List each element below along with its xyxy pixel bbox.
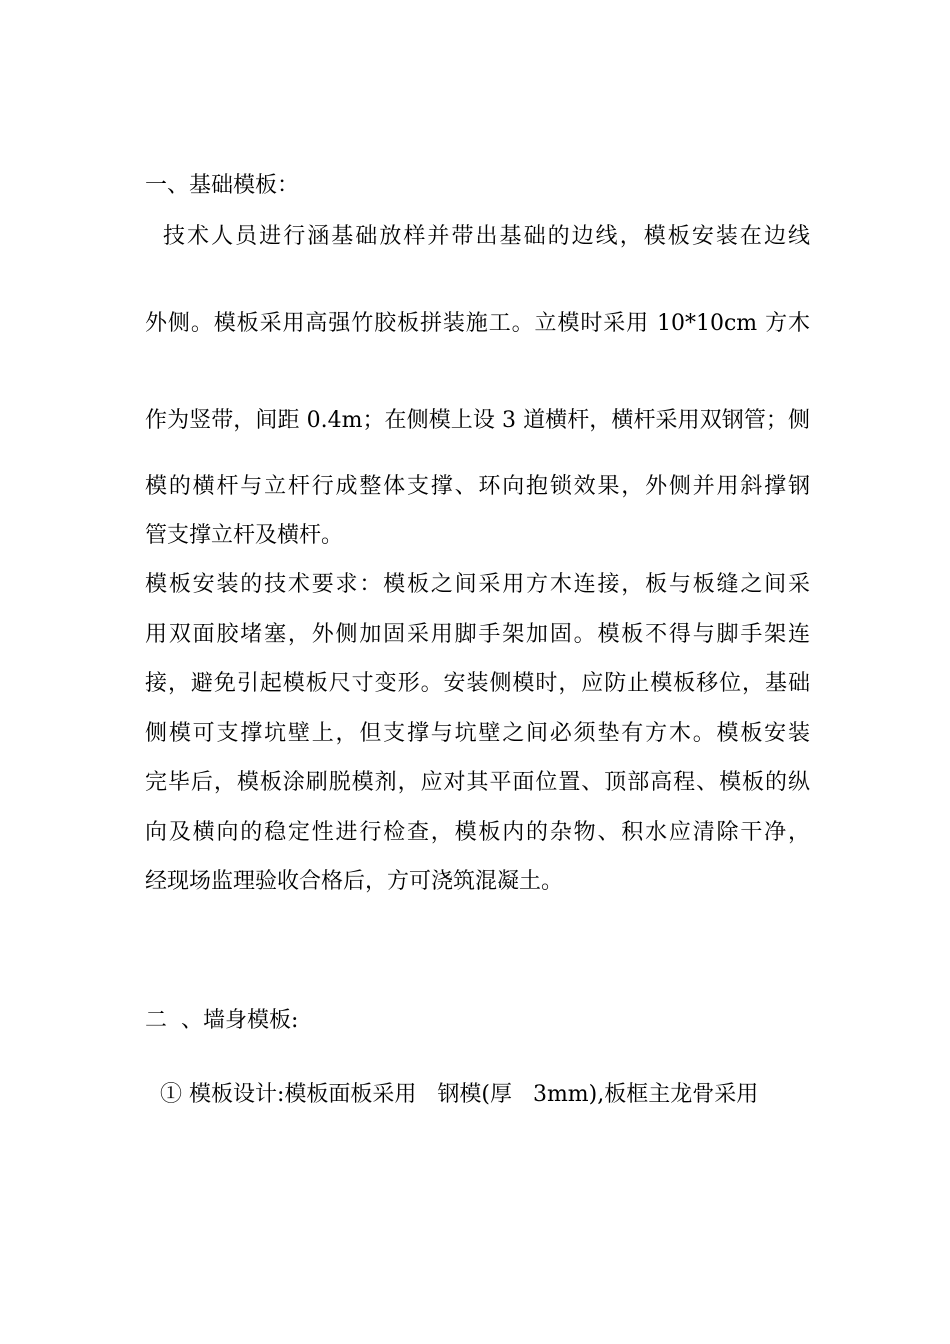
paragraph-line: 模的横杆与立杆行成整体支撑、环向抱锁效果，外侧并用斜撑钢 (145, 474, 810, 499)
paragraph-line: 外侧。模板采用高强竹胶板拼装施工。立模时采用 10*10cm 方木 (145, 311, 810, 336)
paragraph-line: 向及横向的稳定性进行检查，模板内的杂物、积水应清除干净， (145, 820, 810, 845)
paragraph-line: 作为竖带，间距 0.4m；在侧模上设 3 道横杆，横杆采用双钢管；侧 (145, 408, 810, 433)
paragraph-line: 管支撑立杆及横杆。 (145, 523, 344, 548)
section-heading-wall: 二 、墙身模板: (145, 1008, 299, 1033)
paragraph-line: 侧模可支撑坑壁上，但支撑与坑壁之间必须垫有方木。模板安装 (145, 721, 810, 746)
paragraph-line: 接，避免引起模板尺寸变形。安装侧模时，应防止模板移位，基础 (145, 671, 810, 696)
list-item: ① 模板设计:模板面板采用 钢模(厚 3mm),板框主龙骨采用 (160, 1082, 759, 1107)
paragraph-line: 技术人员进行涵基础放样并带出基础的边线，模板安装在边线 (163, 224, 810, 249)
section-heading-foundation: 一、基础模板： (145, 173, 300, 198)
paragraph-line: 经现场监理验收合格后，方可浇筑混凝土。 (145, 869, 564, 894)
paragraph-line: 模板安装的技术要求：模板之间采用方木连接，板与板缝之间采 (145, 572, 810, 597)
paragraph-line: 用双面胶堵塞，外侧加固采用脚手架加固。模板不得与脚手架连 (145, 622, 810, 647)
paragraph-line: 完毕后，模板涂刷脱模剂，应对其平面位置、顶部高程、模板的纵 (145, 770, 810, 795)
